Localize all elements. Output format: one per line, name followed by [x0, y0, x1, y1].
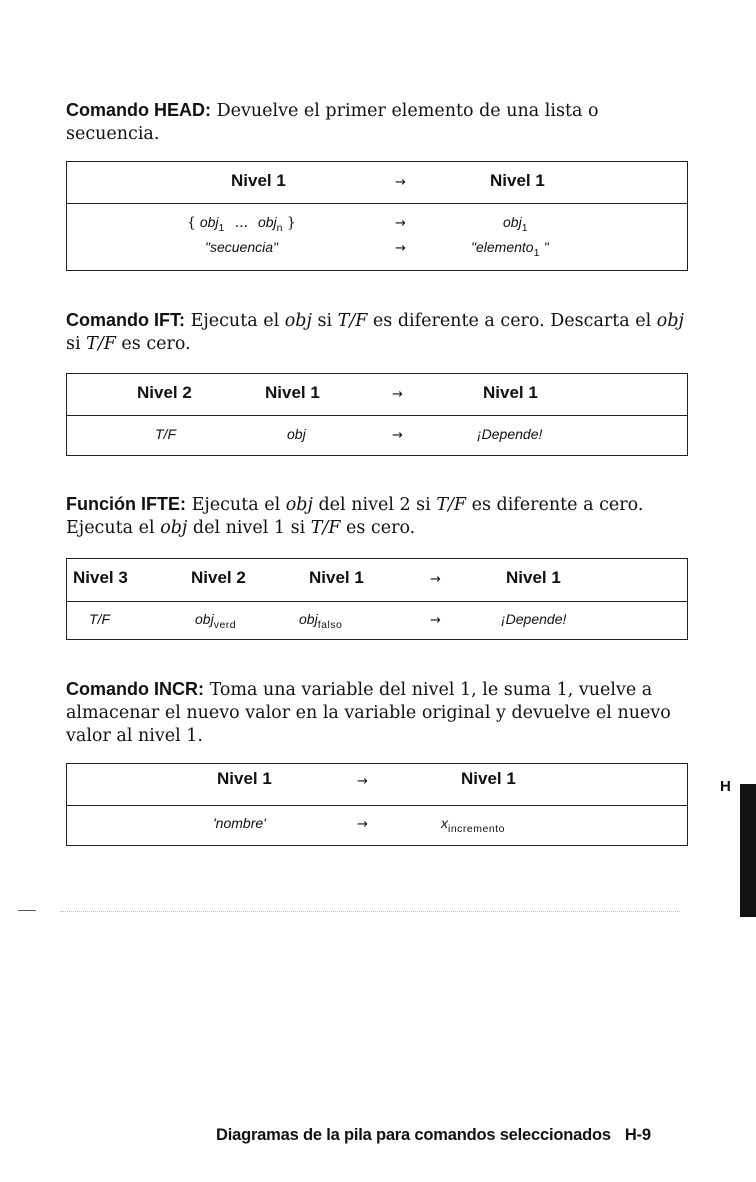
head-row2-output-text: "elemento: [471, 239, 534, 255]
footer-title: Diagramas de la pila para comandos seleccionados: [216, 1126, 611, 1144]
incr-table-header: [67, 764, 687, 806]
head-table-body: [67, 204, 687, 270]
ift-header-level2: Nivel 2: [137, 383, 192, 402]
head-row2-output: [471, 239, 549, 259]
head-section: [66, 99, 690, 146]
head-table: [66, 161, 688, 271]
incr-row-output: [441, 815, 505, 835]
ift-header-level1-in: Nivel 1: [265, 383, 320, 402]
head-row2-input: "secuencia": [205, 239, 278, 255]
ifte-text-obj-2: obj: [160, 518, 188, 538]
page-footer: [216, 1126, 651, 1145]
ifte-text-5: es diferente a cero. Ejecuta el: [66, 495, 644, 538]
ifte-row-level2: [195, 611, 236, 631]
head-table-header: [67, 162, 687, 204]
head-row1-objn: obj: [257, 214, 277, 230]
incr-table-body: [67, 806, 687, 846]
ift-row-arrow: →: [392, 428, 403, 443]
head-row1-objn-sub: n: [276, 222, 284, 234]
section-tab-marker: [740, 784, 756, 917]
ift-header-level1-out: Nivel 1: [483, 383, 538, 402]
ifte-row-arrow: →: [430, 613, 441, 628]
ift-text-obj: obj: [284, 311, 312, 331]
incr-row-arrow: →: [357, 817, 368, 832]
ifte-command-name: Función IFTE:: [66, 494, 186, 514]
incr-row-input: 'nombre': [213, 815, 266, 831]
ifte-text-obj: obj: [285, 495, 313, 515]
section-tab-letter: H: [720, 778, 731, 795]
ifte-text-1: Ejecuta el: [191, 495, 286, 515]
incr-row-output-x: x: [441, 815, 448, 831]
ift-table: [66, 373, 688, 456]
ift-text-7: si: [66, 334, 87, 354]
head-header-arrow: →: [395, 175, 406, 190]
ift-table-header: [67, 374, 687, 416]
ifte-row-level2-sub: verd: [213, 619, 237, 631]
ifte-table-body: [67, 602, 687, 640]
head-row1-output-sub: 1: [521, 222, 529, 234]
ifte-row-level2-obj: obj: [195, 611, 214, 627]
ifte-header-level1-out: Nivel 1: [506, 568, 561, 587]
ifte-table-header: [67, 559, 687, 602]
ifte-header-arrow: →: [430, 572, 441, 587]
ifte-header-level3: Nivel 3: [73, 568, 128, 587]
page-rule-dash: [18, 910, 36, 911]
ifte-text-7: del nivel 1 si: [187, 518, 311, 538]
incr-row-output-sub: incremento: [448, 823, 505, 835]
head-command-name: Comando HEAD:: [66, 100, 211, 120]
ifte-row-output: ¡Depende!: [501, 611, 567, 627]
head-row2-output-close: ": [539, 239, 549, 255]
incr-command-name: Comando INCR:: [66, 679, 204, 699]
head-row1-arrow: →: [395, 216, 406, 231]
ift-text-1: Ejecuta el: [190, 311, 285, 331]
footer-page-number: H-9: [624, 1126, 651, 1144]
ift-section: [66, 309, 690, 356]
ifte-row-level3: T/F: [89, 611, 110, 627]
ifte-row-level1-obj: obj: [299, 611, 318, 627]
ifte-description: [66, 493, 690, 540]
incr-header-level1-in: Nivel 1: [217, 769, 272, 788]
ift-command-name: Comando IFT:: [66, 310, 185, 330]
ift-table-body: [67, 416, 687, 456]
incr-desc-text: Toma una variable del nivel 1, le suma 1, vuelve a almacenar el nuevo valor en la variable original y devuelve el nuevo valor al nivel 1.: [66, 680, 671, 746]
ift-row-level2: T/F: [155, 426, 176, 442]
incr-table: [66, 763, 688, 846]
head-row1-obj1-sub: 1: [218, 222, 225, 234]
ift-text-obj-2: obj: [656, 311, 684, 331]
ift-text-3: si: [311, 311, 338, 331]
ift-text-9: es cero.: [115, 334, 191, 354]
incr-description: [66, 678, 690, 748]
incr-section: [66, 678, 690, 748]
ift-header-arrow: →: [392, 387, 403, 402]
ift-description: [66, 309, 690, 356]
head-row1-obj1: obj: [199, 214, 219, 230]
ifte-header-level1-in: Nivel 1: [309, 568, 364, 587]
head-row2-arrow: →: [395, 241, 406, 256]
head-row1-input: [187, 214, 296, 234]
incr-header-level1-out: Nivel 1: [461, 769, 516, 788]
incr-header-arrow: →: [357, 774, 368, 789]
ifte-row-level1: [299, 611, 342, 631]
ifte-text-tf: T/F: [436, 495, 467, 515]
head-row1-close-brace: }: [286, 215, 296, 231]
head-description: [66, 99, 690, 146]
ifte-table: [66, 558, 688, 640]
head-row2-output-sub: 1: [533, 247, 540, 259]
ifte-header-level2: Nivel 2: [191, 568, 246, 587]
ift-text-tf: T/F: [337, 311, 368, 331]
ifte-text-tf-2: T/F: [310, 518, 341, 538]
head-row1-open-brace: {: [187, 215, 196, 231]
ifte-text-9: es cero.: [340, 518, 416, 538]
ifte-section: [66, 493, 690, 540]
head-row1-output-obj: obj: [503, 214, 522, 230]
head-header-level1-out: Nivel 1: [490, 171, 545, 190]
head-desc-text: Devuelve el primer elemento de una lista o secuencia.: [66, 101, 599, 144]
page-rule-dotted: [60, 911, 680, 912]
ift-row-output: ¡Depende!: [477, 426, 543, 442]
ifte-row-level1-sub: falso: [317, 619, 343, 631]
head-row1-output: [503, 214, 528, 234]
ift-text-tf-2: T/F: [86, 334, 116, 354]
head-header-level1-in: Nivel 1: [231, 171, 286, 190]
ift-text-5: es diferente a cero. Descarta el: [367, 311, 657, 331]
ift-row-level1: obj: [287, 426, 306, 442]
ifte-text-3: del nivel 2 si: [312, 495, 437, 515]
head-row1-dots: ...: [234, 215, 249, 231]
